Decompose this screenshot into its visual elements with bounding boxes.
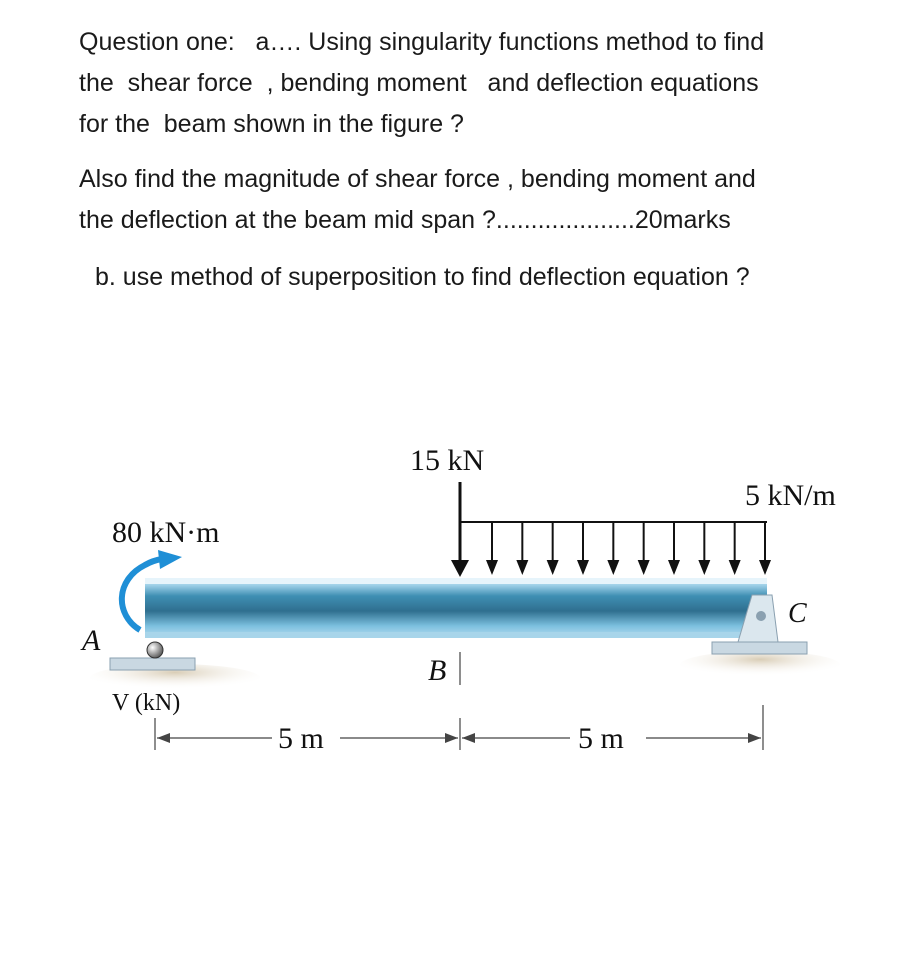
dim-arrow-2-left xyxy=(462,733,475,743)
pin-base xyxy=(712,642,807,654)
udl-arrow-head xyxy=(547,560,559,575)
question-part-a-line-1: Question one: a…. Using singularity functions method to find xyxy=(79,28,765,56)
point-a-label: A xyxy=(82,624,101,657)
beam-figure xyxy=(0,420,919,800)
ground-right xyxy=(680,651,840,679)
point-c-label: C xyxy=(788,598,807,629)
dim-arrow-1-right xyxy=(445,733,458,743)
span-1-label: 5 m xyxy=(278,722,324,755)
beam xyxy=(145,578,767,638)
dim-arrow-2-right xyxy=(748,733,761,743)
roller-plate xyxy=(110,658,195,670)
question-part-b: b. use method of superposition to find deflection equation ? xyxy=(95,263,750,291)
pin xyxy=(756,611,766,621)
beam-top-flange xyxy=(145,578,767,584)
udl-arrow-head xyxy=(698,560,710,575)
roller xyxy=(147,642,163,658)
question-part-a-line-2: the shear force , bending moment and deflection equations xyxy=(79,69,759,97)
point-load-arrowhead xyxy=(451,560,469,577)
udl-arrow-head xyxy=(486,560,498,575)
udl-arrow-head xyxy=(668,560,680,575)
support-label: V (kN) xyxy=(112,690,181,716)
point-load-label: 15 kN xyxy=(410,444,485,477)
beam-bottom-flange xyxy=(145,632,767,638)
udl-arrow-head xyxy=(759,560,771,575)
udl-arrow-head xyxy=(607,560,619,575)
udl-arrow-head xyxy=(638,560,650,575)
dim-arrow-1-left xyxy=(157,733,170,743)
question-also-line-1: Also find the magnitude of shear force , bending moment and xyxy=(79,165,756,193)
udl-arrow-head xyxy=(577,560,589,575)
question-part-a-line-3: for the beam shown in the figure ? xyxy=(79,110,464,138)
udl-arrow-head xyxy=(516,560,528,575)
moment-arrowhead xyxy=(158,550,182,569)
question-also-line-2: the deflection at the beam mid span ?....................20marks xyxy=(79,206,731,234)
distributed-load-arrows xyxy=(486,522,771,575)
udl-arrow-head xyxy=(729,560,741,575)
span-2-label: 5 m xyxy=(578,722,624,755)
point-b-label: B xyxy=(428,654,447,687)
distributed-load-label: 5 kN/m xyxy=(745,479,836,512)
moment-label: 80 kN·m xyxy=(112,516,220,549)
